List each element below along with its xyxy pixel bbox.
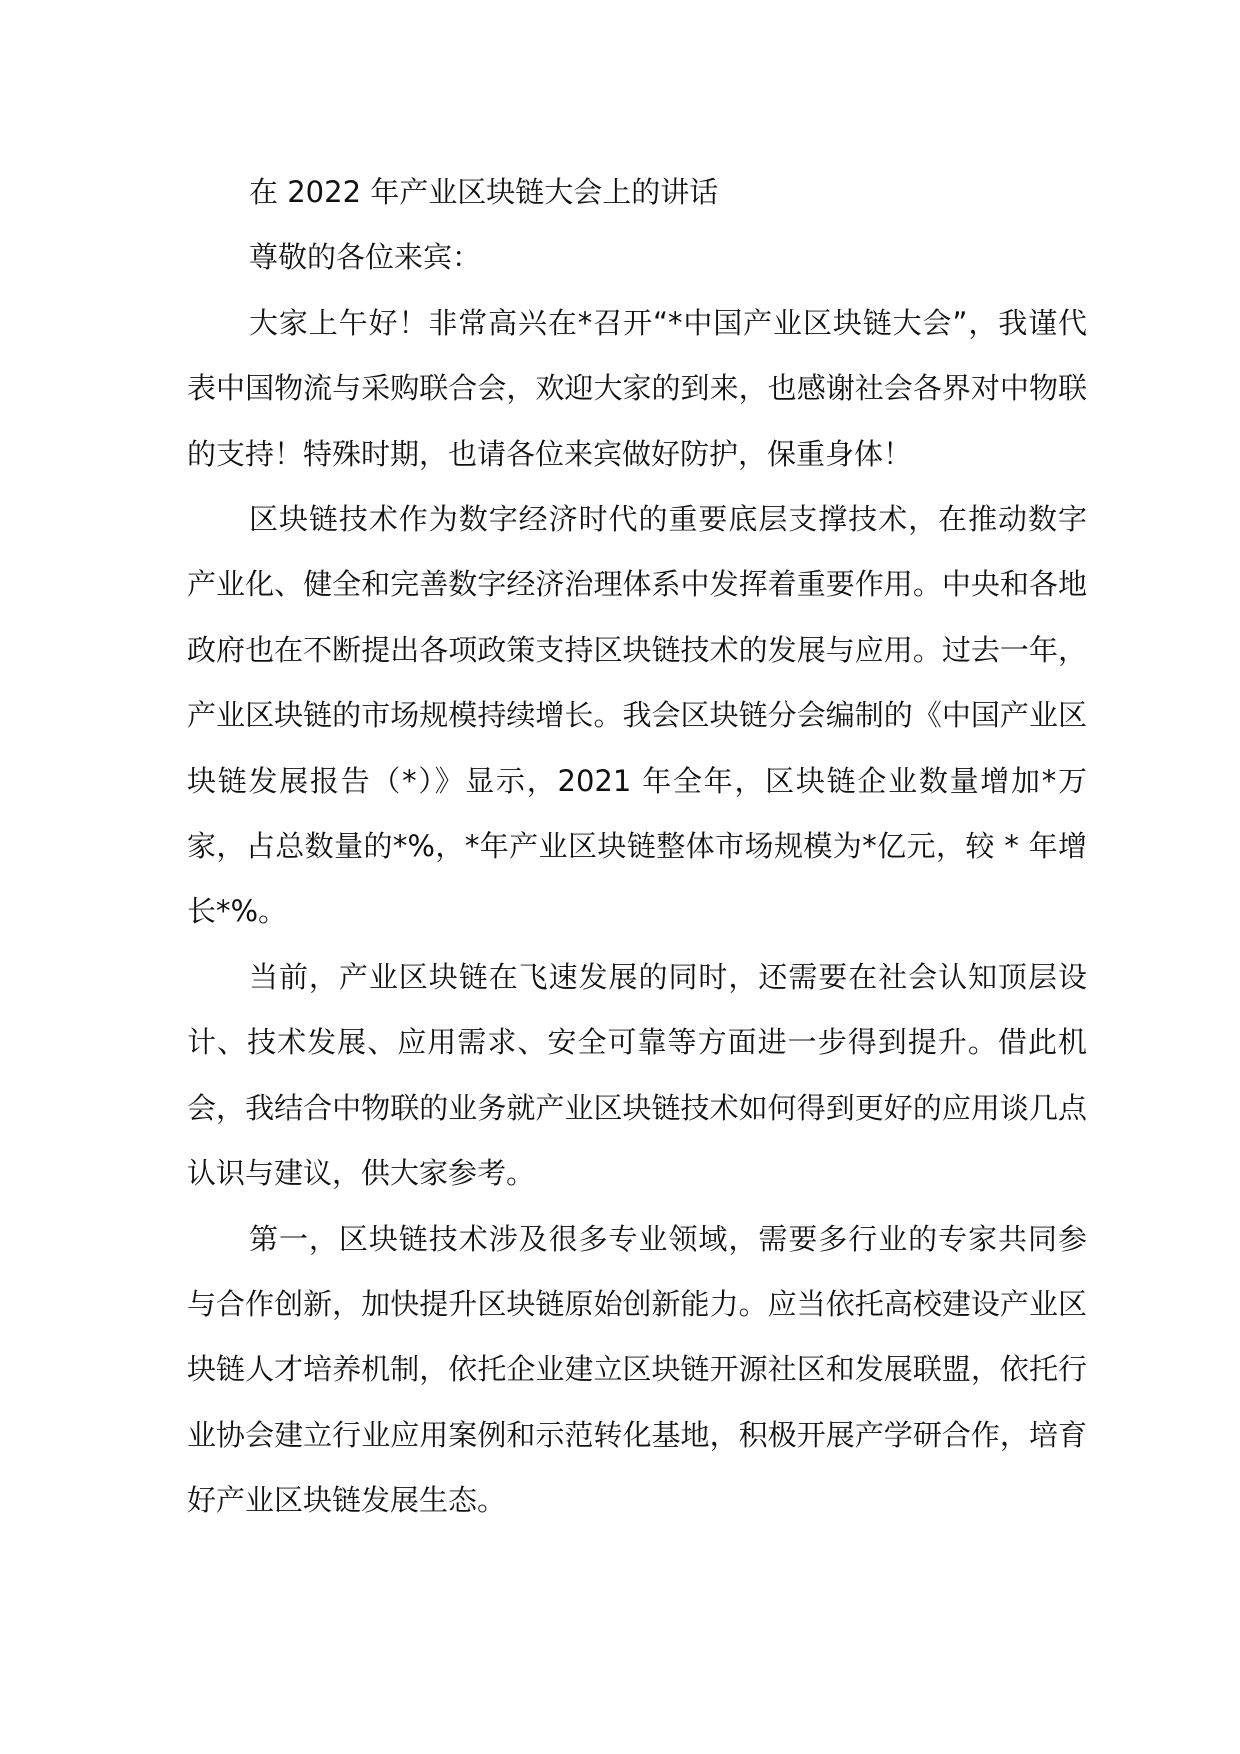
paragraph-blockchain-overview: 区块链技术作为数字经济时代的重要底层支撑技术，在推动数字产业化、健全和完善数字经济治理体系中发挥着重要作用。中央和各地政府也在不断提出各项政策支持区块链技术的发展与应用。过去一年，产业区块链的市场规模持续增长。我会区块链分会编制的《中国产业区块链发展报告（*）》显示，2021 年全年，区块链企业数量增加*万家，占总数量的*%，*年产业区块链整体市场规模为*亿元，较 * 年增长*%。 [187, 502, 1087, 929]
paragraph-greeting: 大家上午好！非常高兴在*召开“*中国产业区块链大会”，我谨代表中国物流与采购联合会，欢迎大家的到来，也感谢社会各界对中物联的支持！特殊时期，也请各位来宾做好防护，保重身体！ [187, 305, 1087, 471]
salutation: 尊敬的各位来宾： [249, 240, 482, 275]
paragraph-current-challenges: 当前，产业区块链在飞速发展的同时，还需要在社会认知顶层设计、技术发展、应用需求、安全可靠等方面进一步得到提升。借此机会，我结合中物联的业务就产业区块链技术如何得到更好的应用谈几点认识与建议，供大家参考。 [187, 959, 1087, 1191]
speech-title: 在 2022 年产业区块链大会上的讲话 [249, 175, 719, 209]
paragraph-first-recommendation: 第一，区块链技术涉及很多专业领域，需要多行业的专家共同参与合作创新，加快提升区块链原始创新能力。应当依托高校建设产业区块链人才培养机制，依托企业建立区块链开源社区和发展联盟，依托行业协会建立行业应用案例和示范转化基地，积极开展产学研合作，培育好产业区块链发展生态。 [187, 1221, 1087, 1518]
speech-body [187, 160, 1087, 1534]
